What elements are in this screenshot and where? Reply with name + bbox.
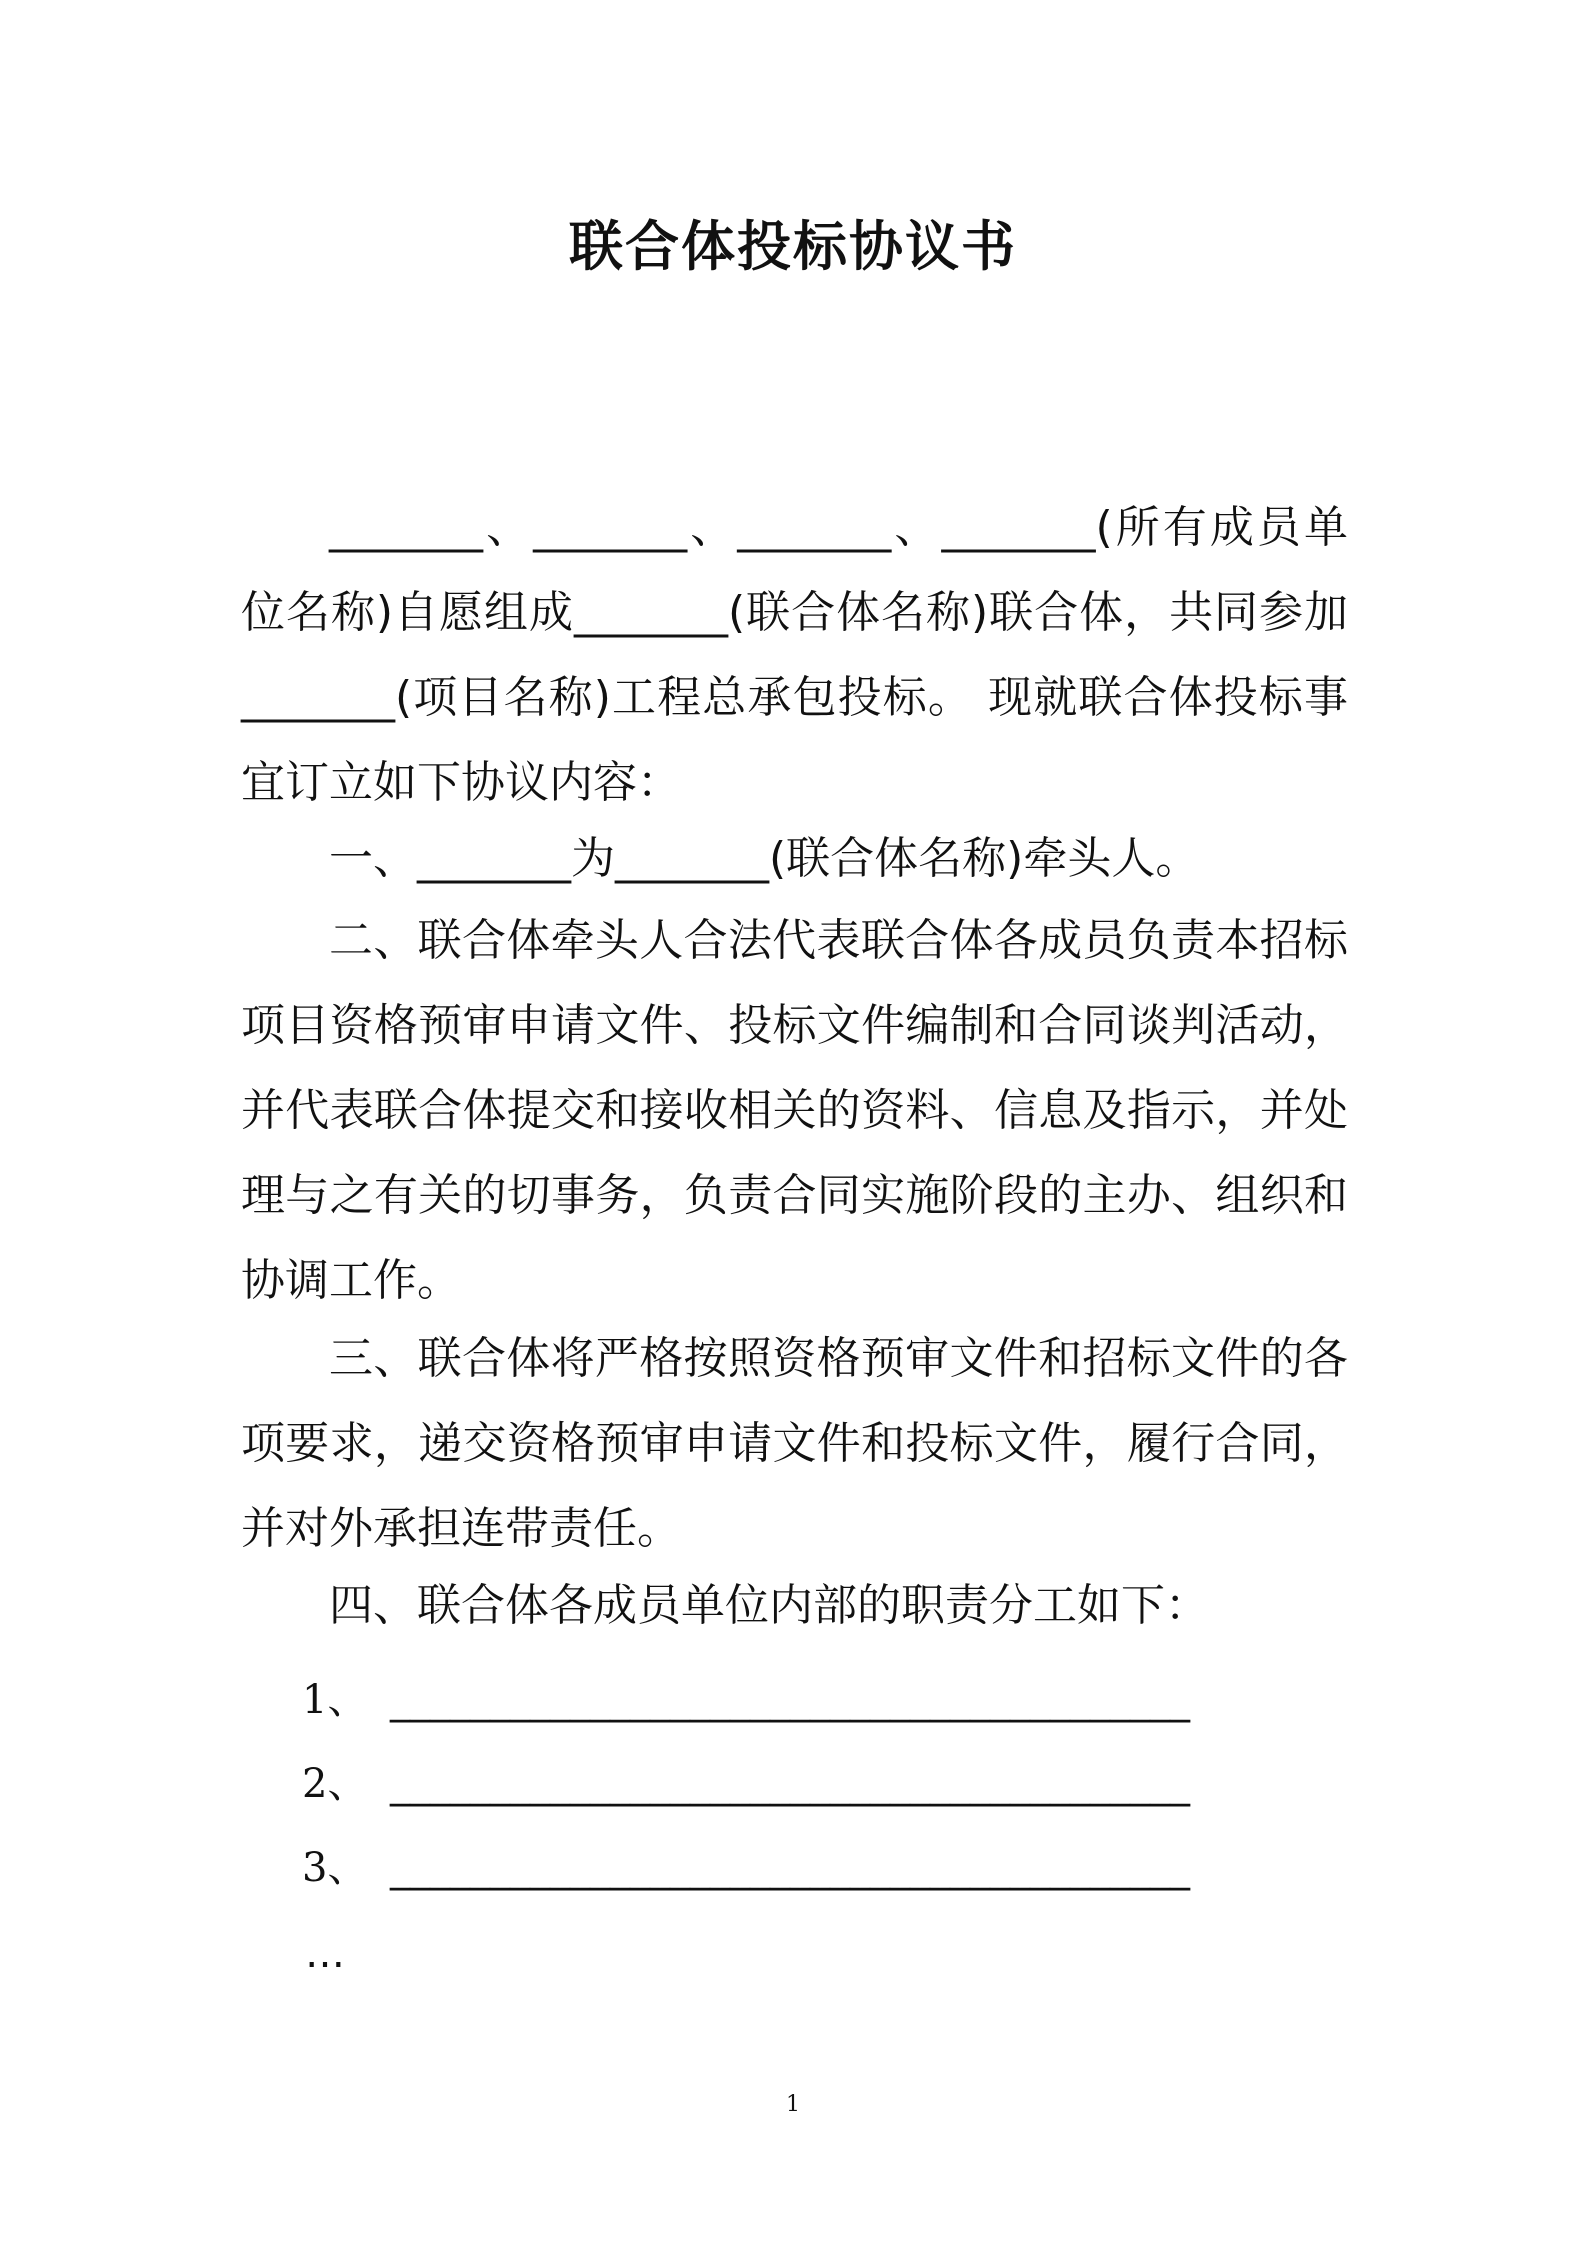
page-number: 1: [786, 2092, 800, 2117]
clause-1-paragraph: 一、_______为_______(联合体名称)牵头人。: [329, 833, 1200, 884]
duty-item-3: [302, 1838, 1190, 1898]
clause-4-paragraph: 四、联合体各成员单位内部的职责分工如下：: [329, 1580, 1209, 1631]
duty-number: 2、: [302, 1761, 368, 1807]
clause-2-paragraph: 二、联合体牵头人合法代表联合体各成员负责本招标项目资格预审申请文件、投标文件编制和合同谈判活动，并代表联合体提交和接收相关的资料、信息及指示，并处理与之有关的切事务，负责合同实施阶段的主办、组织和协调工作。: [241, 915, 1348, 1306]
duty-item-1: [302, 1670, 1190, 1730]
duty-blank-line: ________________________________________: [390, 1677, 1190, 1723]
ellipsis: …: [305, 1931, 345, 1977]
duty-item-2: [302, 1754, 1190, 1814]
duty-blank-line: ________________________________________: [390, 1845, 1190, 1891]
intro-paragraph: _______、_______、_______、_______(所有成员单位名称)自愿组成_______(联合体名称)联合体，共同参加_______(项目名称)工程总承包投标。 现就联合体投标事宜订立如下协议内容：: [241, 502, 1348, 808]
duty-number: 3、: [302, 1845, 368, 1891]
document-title: 联合体投标协议书: [569, 215, 1017, 278]
duty-number: 1、: [302, 1677, 368, 1723]
duty-blank-line: ________________________________________: [390, 1761, 1190, 1807]
clause-3-paragraph: 三、联合体将严格按照资格预审文件和招标文件的各项要求，递交资格预审申请文件和投标文件，履行合同，并对外承担连带责任。: [241, 1333, 1348, 1554]
